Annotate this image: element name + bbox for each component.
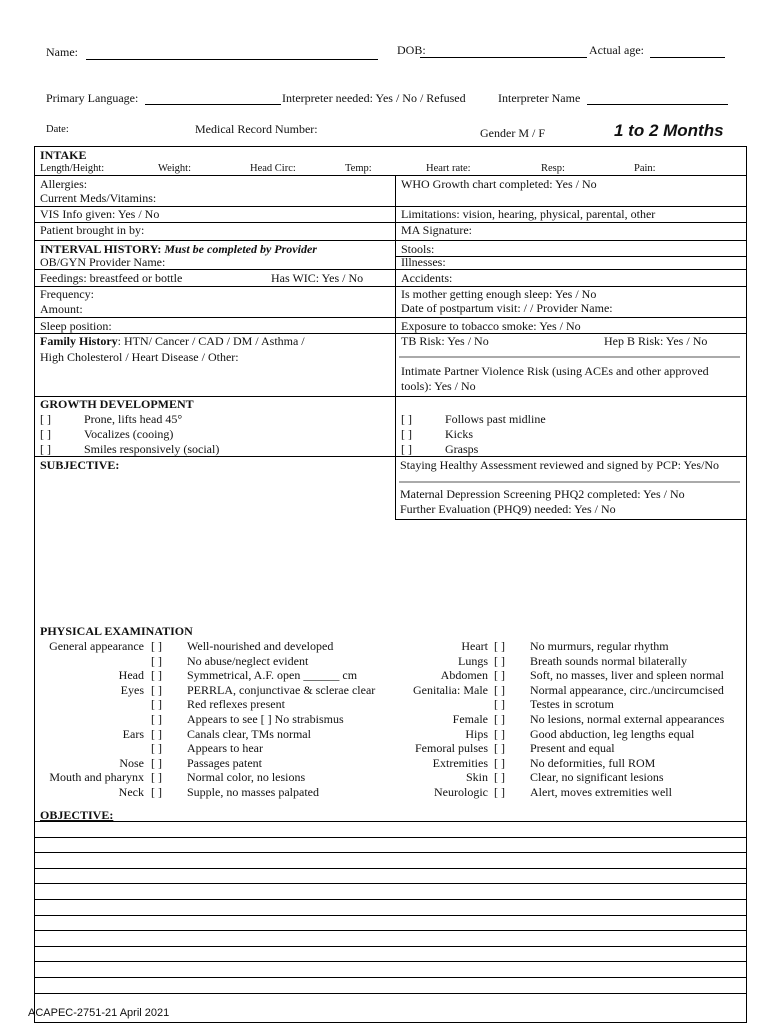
- growth-item: Follows past midline: [445, 412, 546, 426]
- accidents-label: Accidents:: [401, 271, 453, 285]
- pe-right-label: Abdomen: [440, 668, 488, 683]
- objective-line[interactable]: [34, 930, 747, 931]
- ipv-risk-cont[interactable]: tools): Yes / No: [401, 379, 476, 393]
- pe-right-label: Genitalia: Male: [413, 682, 488, 697]
- divider: [34, 240, 747, 241]
- pe-left-label: Nose: [119, 755, 144, 770]
- mrn-label: Medical Record Number:: [195, 122, 318, 136]
- growth-checkbox[interactable]: [ ]: [401, 442, 412, 456]
- pe-checkbox[interactable]: [ ]: [151, 770, 162, 785]
- objective-line[interactable]: [34, 915, 747, 916]
- objective-title: OBJECTIVE:: [40, 808, 114, 822]
- pe-left-finding: Appears to see [ ] No strabismus: [187, 712, 344, 726]
- primary-language-field[interactable]: [145, 104, 281, 105]
- subjective-notes-area[interactable]: [40, 478, 390, 618]
- vital-weight: Weight:: [158, 163, 191, 174]
- pe-checkbox[interactable]: [ ]: [494, 741, 505, 756]
- growth-checkbox[interactable]: [ ]: [401, 427, 412, 441]
- objective-line[interactable]: [34, 868, 747, 869]
- pe-left-finding: Normal color, no lesions: [187, 770, 306, 785]
- pe-right-finding: No deformities, full ROM: [530, 755, 656, 770]
- divider: [34, 269, 747, 270]
- pe-right-label: Female: [452, 712, 488, 726]
- mother-sleep[interactable]: Is mother getting enough sleep: Yes / No: [401, 287, 597, 301]
- pe-right-finding: Normal appearance, circ./uncircumcised: [530, 682, 724, 697]
- divider: [34, 175, 747, 176]
- objective-line[interactable]: [34, 837, 747, 838]
- subjective-title: SUBJECTIVE:: [40, 458, 120, 472]
- name-field[interactable]: [86, 59, 378, 60]
- feedings[interactable]: Feedings: breastfeed or bottle: [40, 271, 183, 285]
- hepb-risk[interactable]: Hep B Risk: Yes / No: [604, 334, 708, 348]
- phq9[interactable]: Further Evaluation (PHQ9) needed: Yes / No: [400, 502, 616, 516]
- pe-checkbox[interactable]: [ ]: [151, 712, 162, 726]
- has-wic[interactable]: Has WIC: Yes / No: [271, 271, 364, 285]
- interpreter-name-label: Interpreter Name: [498, 91, 581, 105]
- dob-field[interactable]: [420, 57, 587, 58]
- who-growth-chart[interactable]: WHO Growth chart completed: Yes / No: [401, 177, 597, 191]
- pe-checkbox[interactable]: [ ]: [494, 639, 505, 653]
- actual-age-field[interactable]: [650, 57, 725, 58]
- pe-checkbox[interactable]: [ ]: [151, 697, 162, 712]
- visit-title: 1 to 2 Months: [614, 121, 724, 140]
- pe-checkbox[interactable]: [ ]: [151, 668, 162, 683]
- pe-right-finding: No lesions, normal external appearances: [530, 712, 725, 726]
- frequency-label: Frequency:: [40, 287, 94, 301]
- pe-right-label: Femoral pulses: [415, 741, 488, 756]
- obgyn-provider: OB/GYN Provider Name:: [40, 255, 166, 269]
- objective-line[interactable]: [34, 899, 747, 900]
- objective-line[interactable]: [34, 852, 747, 853]
- date-label: Date:: [46, 124, 69, 135]
- objective-line[interactable]: [34, 977, 747, 978]
- interval-history-title: INTERVAL HISTORY: Must be completed by Provider: [40, 242, 317, 256]
- pe-right-finding: Present and equal: [530, 741, 615, 756]
- pe-checkbox[interactable]: [ ]: [494, 712, 505, 726]
- growth-item: Kicks: [445, 427, 473, 441]
- pe-right-label: Neurologic: [434, 785, 488, 799]
- pe-checkbox[interactable]: [ ]: [151, 653, 162, 668]
- pe-right-label: Hips: [465, 726, 488, 741]
- pe-left-label: General appearance: [49, 639, 144, 653]
- amount-label: Amount:: [40, 302, 83, 316]
- pe-left-finding: No abuse/neglect evident: [187, 653, 309, 668]
- pe-checkbox[interactable]: [ ]: [494, 653, 505, 668]
- pe-left-finding: Supple, no masses palpated: [187, 785, 319, 799]
- growth-checkbox[interactable]: [ ]: [40, 427, 51, 441]
- illnesses-label: Illnesses:: [401, 255, 446, 269]
- dob-label: DOB:: [397, 43, 426, 57]
- pe-left-finding: Appears to hear: [187, 741, 263, 756]
- vital-length: Length/Height:: [40, 163, 105, 174]
- ma-signature: MA Signature:: [401, 223, 472, 237]
- pe-right-finding: Clear, no significant lesions: [530, 770, 664, 785]
- form-id: ACAPEC-2751-21 April 2021: [28, 1007, 170, 1019]
- growth-item: Prone, lifts head 45°: [84, 412, 183, 426]
- pe-left-finding: Symmetrical, A.F. open ______ cm: [187, 668, 358, 683]
- name-label: Name:: [46, 45, 78, 59]
- pe-checkbox[interactable]: [ ]: [151, 726, 162, 741]
- staying-healthy[interactable]: Staying Healthy Assessment reviewed and signed by PCP: Yes/No: [400, 458, 719, 472]
- objective-line[interactable]: [34, 883, 747, 884]
- current-meds-label: Current Meds/Vitamins:: [40, 191, 157, 205]
- physical-exam-title: PHYSICAL EXAMINATION: [40, 624, 193, 638]
- divider: [34, 286, 747, 287]
- divider: [34, 456, 747, 457]
- sleep-position: Sleep position:: [40, 319, 112, 333]
- pe-checkbox[interactable]: [ ]: [151, 741, 162, 756]
- divider: [395, 519, 747, 520]
- tb-risk[interactable]: TB Risk: Yes / No: [401, 334, 489, 348]
- pe-right-label: Extremities: [432, 755, 488, 770]
- pe-left-label: Mouth and pharynx: [49, 770, 144, 785]
- vital-heart-rate: Heart rate:: [426, 163, 471, 174]
- pe-checkbox[interactable]: [ ]: [151, 785, 162, 799]
- objective-line[interactable]: [34, 961, 747, 962]
- pe-checkbox[interactable]: [ ]: [494, 682, 505, 697]
- pe-checkbox[interactable]: [ ]: [151, 755, 162, 770]
- pe-right-label: Skin: [465, 770, 488, 785]
- objective-line[interactable]: [34, 821, 747, 822]
- pe-checkbox[interactable]: [ ]: [494, 785, 505, 799]
- growth-item: Smiles responsively (social): [84, 442, 220, 456]
- pe-left-label: Neck: [118, 785, 144, 799]
- pe-left-finding: Passages patent: [187, 755, 262, 770]
- growth-item: Vocalizes (cooing): [84, 427, 174, 441]
- pe-right-finding: Breath sounds normal bilaterally: [530, 653, 687, 668]
- pe-left-finding: Well-nourished and developed: [187, 639, 334, 653]
- pe-right-finding: Alert, moves extremities well: [530, 785, 672, 799]
- vital-pain: Pain:: [634, 163, 656, 174]
- objective-line[interactable]: [34, 993, 747, 994]
- family-history: Family History: HTN/ Cancer / CAD / DM / Asthma /: [40, 334, 305, 348]
- postpartum-visit: Date of postpartum visit: / / Provider Name:: [401, 301, 613, 315]
- growth-title: GROWTH DEVELOPMENT: [40, 397, 194, 411]
- pe-checkbox[interactable]: [ ]: [494, 726, 505, 741]
- objective-line[interactable]: [34, 946, 747, 947]
- primary-language-label: Primary Language:: [46, 91, 139, 105]
- pe-right-label: Lungs: [458, 653, 488, 668]
- pe-right-finding: No murmurs, regular rhythm: [530, 639, 669, 653]
- pe-checkbox[interactable]: [ ]: [494, 668, 505, 683]
- pe-left-label: Eyes: [120, 682, 144, 697]
- pe-checkbox[interactable]: [ ]: [494, 697, 505, 712]
- phq2[interactable]: Maternal Depression Screening PHQ2 completed: Yes / No: [400, 487, 685, 501]
- stools-label: Stools:: [401, 242, 435, 256]
- growth-item: Grasps: [445, 442, 479, 456]
- growth-checkbox[interactable]: [ ]: [401, 412, 412, 426]
- divider: [399, 481, 740, 483]
- interval-history-note: Must be completed by Provider: [164, 242, 317, 256]
- allergies-label: Allergies:: [40, 177, 88, 191]
- pe-left-label: Ears: [122, 726, 144, 741]
- vital-resp: Resp:: [541, 163, 565, 174]
- vital-temp: Temp:: [345, 163, 372, 174]
- vital-head-circ: Head Circ:: [250, 163, 296, 174]
- pe-left-label: Head: [118, 668, 144, 683]
- pe-right-label: Heart: [461, 639, 488, 653]
- tobacco-exposure[interactable]: Exposure to tobacco smoke: Yes / No: [401, 319, 581, 333]
- patient-brought-by: Patient brought in by:: [40, 223, 145, 237]
- divider: [399, 356, 740, 358]
- pe-right-finding: Soft, no masses, liver and spleen normal: [530, 668, 724, 683]
- pe-left-finding: Red reflexes present: [187, 697, 285, 712]
- family-history-cont: High Cholesterol / Heart Disease / Other:: [40, 350, 239, 364]
- pe-right-finding: Testes in scrotum: [530, 697, 614, 712]
- divider: [34, 317, 747, 318]
- divider: [395, 256, 747, 257]
- interpreter-name-field[interactable]: [587, 104, 728, 105]
- intake-title: INTAKE: [40, 148, 87, 162]
- pe-left-finding: PERRLA, conjunctivae & sclerae clear: [187, 682, 376, 697]
- pe-left-finding: Canals clear, TMs normal: [187, 726, 311, 741]
- actual-age-label: Actual age:: [589, 43, 644, 57]
- growth-checkbox[interactable]: [ ]: [40, 412, 51, 426]
- pe-checkbox[interactable]: [ ]: [151, 682, 162, 697]
- vis-info[interactable]: VIS Info given: Yes / No: [40, 207, 160, 221]
- pe-right-finding: Good abduction, leg lengths equal: [530, 726, 695, 741]
- column-divider: [395, 175, 396, 520]
- growth-checkbox[interactable]: [ ]: [40, 442, 51, 456]
- pe-checkbox[interactable]: [ ]: [494, 770, 505, 785]
- ipv-risk[interactable]: Intimate Partner Violence Risk (using ACEs and other approved: [401, 364, 709, 378]
- interpreter-needed[interactable]: Interpreter needed: Yes / No / Refused: [282, 91, 466, 105]
- pe-checkbox[interactable]: [ ]: [151, 639, 162, 653]
- pe-checkbox[interactable]: [ ]: [494, 755, 505, 770]
- limitations[interactable]: Limitations: vision, hearing, physical, parental, other: [401, 207, 656, 221]
- gender-field[interactable]: Gender M / F: [480, 126, 545, 140]
